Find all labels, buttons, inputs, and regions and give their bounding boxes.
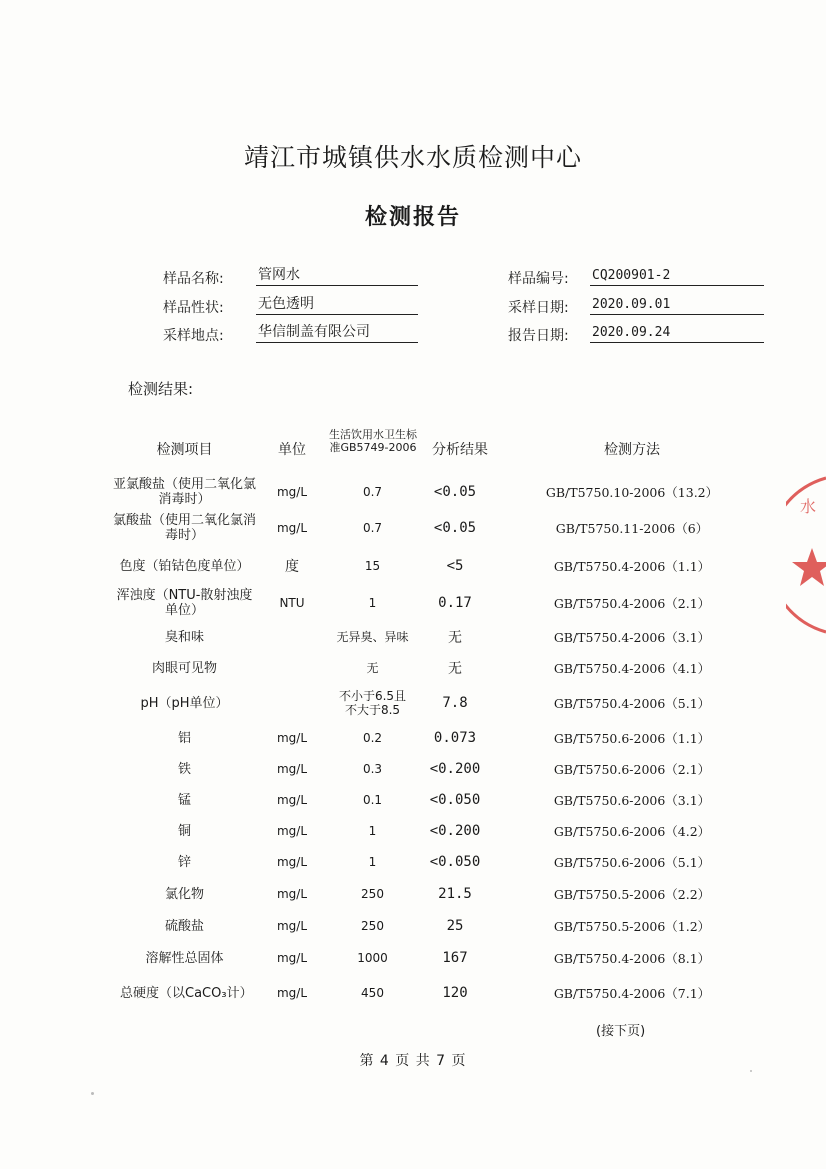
row-standard: 1 (368, 824, 377, 838)
header-unit: 单位 (278, 442, 306, 458)
table-row (0, 975, 826, 1011)
row-item: 臭和味 (164, 629, 204, 645)
row-result: <0.05 (433, 484, 477, 500)
sample-number-label: 样品编号: (508, 271, 569, 287)
row-standard: 1 (368, 855, 377, 869)
row-standard: 0.7 (362, 521, 383, 535)
row-method: GB/T5750.6-2006（5.1） (553, 855, 711, 870)
row-standard: 1 (368, 596, 377, 610)
row-method: GB/T5750.4-2006（2.1） (553, 596, 711, 611)
row-item: 亚氯酸盐（使用二氧化氯消毒时） (112, 477, 256, 507)
row-result: 7.8 (442, 695, 468, 711)
row-result: <0.050 (429, 792, 481, 808)
row-standard: 0.7 (362, 485, 383, 499)
row-unit: 度 (285, 559, 299, 575)
row-result: <5 (446, 558, 464, 574)
row-standard: 0.1 (362, 793, 383, 807)
table-row (0, 848, 826, 876)
row-method: GB/T5750.10-2006（13.2） (545, 485, 719, 500)
row-standard: 450 (361, 986, 384, 1000)
sample-property-value: 无色透明 (256, 295, 418, 315)
row-result: 0.073 (433, 730, 477, 746)
row-result: 25 (446, 918, 464, 934)
table-row (0, 622, 826, 652)
row-standard: 不小于6.5且不大于8.5 (338, 689, 407, 717)
row-item: pH（pH单位） (140, 695, 229, 711)
table-row (0, 879, 826, 909)
row-item: 总硬度（以CaCO₃计） (120, 985, 253, 1001)
row-method: GB/T5750.5-2006（2.2） (553, 887, 711, 902)
row-method: GB/T5750.4-2006（3.1） (553, 630, 711, 645)
row-unit: mg/L (276, 762, 308, 776)
seal-star-icon (792, 548, 826, 586)
row-result: 0.17 (438, 595, 472, 611)
row-item: 锰 (177, 792, 191, 808)
row-item: 铁 (177, 761, 191, 777)
row-result: <0.050 (429, 854, 481, 870)
row-result: 无 (448, 661, 462, 677)
table-row (0, 911, 826, 941)
row-item: 氯酸盐（使用二氧化氯消毒时） (112, 513, 256, 543)
table-row (0, 510, 826, 546)
row-result: <0.200 (429, 823, 481, 839)
row-method: GB/T5750.4-2006（1.1） (553, 559, 711, 574)
row-result: <0.05 (433, 520, 477, 536)
table-row (0, 817, 826, 845)
row-method: GB/T5750.4-2006（8.1） (553, 951, 711, 966)
row-unit: mg/L (276, 793, 308, 807)
table-row (0, 685, 826, 721)
row-unit: mg/L (276, 986, 308, 1000)
report-date-value: 2020.09.24 (590, 323, 764, 343)
row-standard: 250 (361, 887, 384, 901)
row-standard: 无异臭、异味 (336, 630, 409, 644)
sampling-location-value: 华信制盖有限公司 (256, 323, 418, 343)
row-item: 色度（铂钴色度单位） (119, 558, 250, 574)
seal-text: 水 (800, 497, 817, 516)
table-row (0, 474, 826, 510)
sampling-date-label: 采样日期: (508, 300, 569, 316)
row-result: 21.5 (438, 886, 472, 902)
row-method: GB/T5750.4-2006（5.1） (553, 696, 711, 711)
row-unit: mg/L (276, 855, 308, 869)
row-method: GB/T5750.6-2006（3.1） (553, 793, 711, 808)
row-unit: mg/L (276, 731, 308, 745)
row-method: GB/T5750.11-2006（6） (555, 521, 709, 536)
continued-note: (接下页) (596, 1024, 646, 1039)
row-method: GB/T5750.4-2006（7.1） (553, 986, 711, 1001)
row-item: 硫酸盐 (164, 918, 204, 934)
row-item: 浑浊度（NTU-散射浊度单位） (116, 588, 253, 618)
sample-name-value: 管网水 (256, 266, 418, 286)
table-row (0, 786, 826, 814)
table-row (0, 724, 826, 752)
row-unit (262, 622, 322, 652)
row-standard: 无 (366, 661, 379, 675)
page-footer: 第 4 页 共 7 页 (359, 1053, 467, 1069)
row-item: 肉眼可见物 (151, 660, 217, 676)
header-result: 分析结果 (432, 442, 488, 458)
row-method: GB/T5750.6-2006（2.1） (553, 762, 711, 777)
row-method: GB/T5750.6-2006（1.1） (553, 731, 711, 746)
row-item: 铝 (177, 730, 191, 746)
row-result: 无 (448, 630, 462, 646)
scan-speck (91, 1092, 94, 1095)
row-unit: mg/L (276, 521, 308, 535)
row-method: GB/T5750.6-2006（4.2） (553, 824, 711, 839)
seal-stamp-icon (786, 470, 826, 640)
row-unit: mg/L (276, 951, 308, 965)
report-title: 检测报告 (364, 205, 461, 230)
row-result: 120 (442, 985, 468, 1001)
row-unit (262, 653, 322, 683)
sample-name-label: 样品名称: (163, 271, 224, 287)
table-row (0, 653, 826, 683)
row-item: 氯化物 (164, 886, 204, 902)
row-result: 167 (442, 950, 468, 966)
sample-number-value: CQ200901-2 (590, 266, 764, 286)
table-row (0, 548, 826, 584)
row-unit: mg/L (276, 485, 308, 499)
row-standard: 15 (364, 559, 381, 573)
row-unit: mg/L (276, 919, 308, 933)
header-method: 检测方法 (604, 442, 660, 458)
sampling-date-value: 2020.09.01 (590, 295, 764, 315)
table-row (0, 755, 826, 783)
row-result: <0.200 (429, 761, 481, 777)
header-standard: 生活饮用水卫生标准GB5749-2006 (329, 428, 417, 454)
table-row (0, 943, 826, 973)
organization-name: 靖江市城镇供水水质检测中心 (243, 143, 582, 172)
table-row (0, 585, 826, 621)
row-standard: 0.2 (362, 731, 383, 745)
row-standard: 1000 (357, 951, 388, 965)
row-unit (262, 685, 322, 721)
row-unit: mg/L (276, 824, 308, 838)
header-item: 检测项目 (156, 442, 213, 458)
row-item: 铜 (177, 823, 191, 839)
sampling-location-label: 采样地点: (163, 328, 224, 344)
row-method: GB/T5750.4-2006（4.1） (553, 661, 711, 676)
row-unit: NTU (279, 596, 305, 610)
results-label: 检测结果: (128, 380, 194, 398)
scan-speck (750, 1070, 752, 1072)
row-standard: 0.3 (362, 762, 383, 776)
row-method: GB/T5750.5-2006（1.2） (553, 919, 711, 934)
row-item: 锌 (177, 854, 191, 870)
report-date-label: 报告日期: (508, 328, 569, 344)
row-standard: 250 (361, 919, 384, 933)
sample-property-label: 样品性状: (163, 300, 224, 316)
row-item: 溶解性总固体 (145, 950, 224, 966)
row-unit: mg/L (276, 887, 308, 901)
